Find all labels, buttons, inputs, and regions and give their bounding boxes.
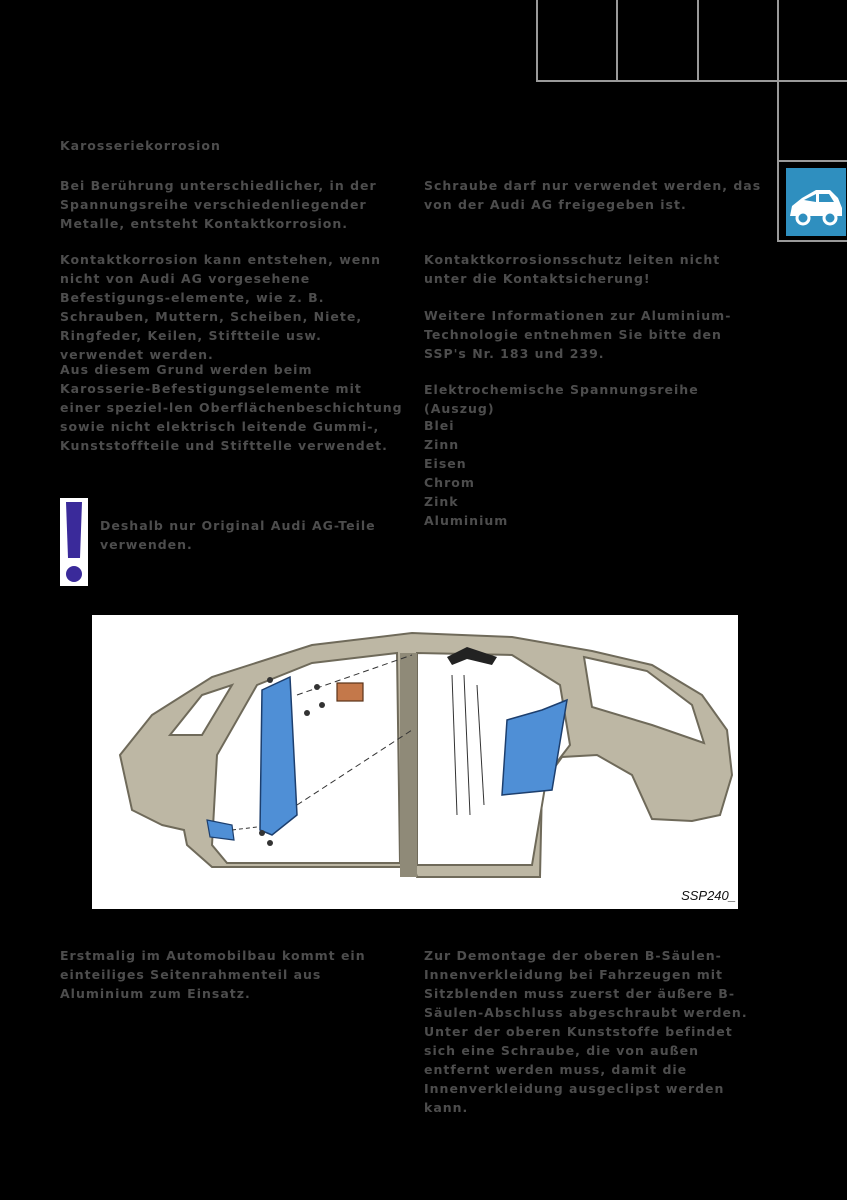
metal-item: Eisen — [424, 456, 467, 471]
metal-item: Zinn — [424, 437, 460, 452]
figure-label: SSP240_ — [681, 888, 736, 903]
b-pillar-trim-outer — [260, 677, 297, 835]
exclamation-icon — [60, 498, 88, 586]
car-body-icon — [784, 166, 847, 238]
left-bottom-paragraph: Erstmalig im Automobilbau kommt ein einteiliges Seitenrahmenteil aus Aluminium zum Einsatz. — [60, 948, 366, 1001]
left-paragraph-2: Kontaktkorrosion kann entstehen, wenn nicht von Audi AG vorgesehene Befestigungs-elemente, wie z. B. Schrauben, Muttern, Scheiben, Niete, Ringfeder, Keilen, Stiftteile usw. verwendet werden. — [60, 252, 382, 362]
metal-item: Chrom — [424, 475, 475, 490]
warning-text: Deshalb nur Original Audi AG-Teile verwenden. — [100, 518, 376, 552]
left-paragraph-1: Bei Berührung unterschiedlicher, in der Spannungsreihe verschiedenliegender Metalle, entsteht Kontaktkorrosion. — [60, 178, 377, 231]
metal-item: Aluminium — [424, 513, 509, 528]
side-frame-drawing — [92, 615, 738, 909]
metal-item: Zink — [424, 494, 459, 509]
page-title: Karosseriekorrosion — [60, 138, 221, 153]
right-bottom-paragraph: Zur Demontage der oberen B-Säulen-Innenverkleidung bei Fahrzeugen mit Sitzblenden muss zuerst der äußere B-Säulen-Abschluss abgeschraubt werden. Unter der oberen Kunststoffe befindet sich eine Schraube, die von außen entfernt werden muss, damit die Innenverkleidung ausgeclipst werden kann. — [424, 948, 748, 1115]
left-paragraph-3: Aus diesem Grund werden beim Karosserie-Befestigungselemente mit einer speziel-len Oberflächenbeschichtung sowie nicht elektrisch leitende Gummi-, Kunststoffteile und Stifttelle verwendet. — [60, 362, 403, 453]
metal-list-title: Elektrochemische Spannungsreihe (Auszug) — [424, 382, 699, 416]
metal-list — [424, 416, 508, 530]
side-frame-illustration — [92, 615, 738, 909]
right-paragraph-1: Schraube darf nur verwendet werden, das von der Audi AG freigegeben ist. — [424, 178, 762, 212]
b-pillar — [400, 653, 417, 877]
right-paragraph-3: Weitere Informationen zur Aluminium-Technologie entnehmen Sie bitte den SSP's Nr. 183 und 239. — [424, 308, 732, 361]
metal-item: Blei — [424, 418, 455, 433]
right-paragraph-2: Kontaktkorrosionsschutz leiten nicht unter die Kontaktsicherung! — [424, 252, 721, 286]
bracket — [337, 683, 363, 701]
